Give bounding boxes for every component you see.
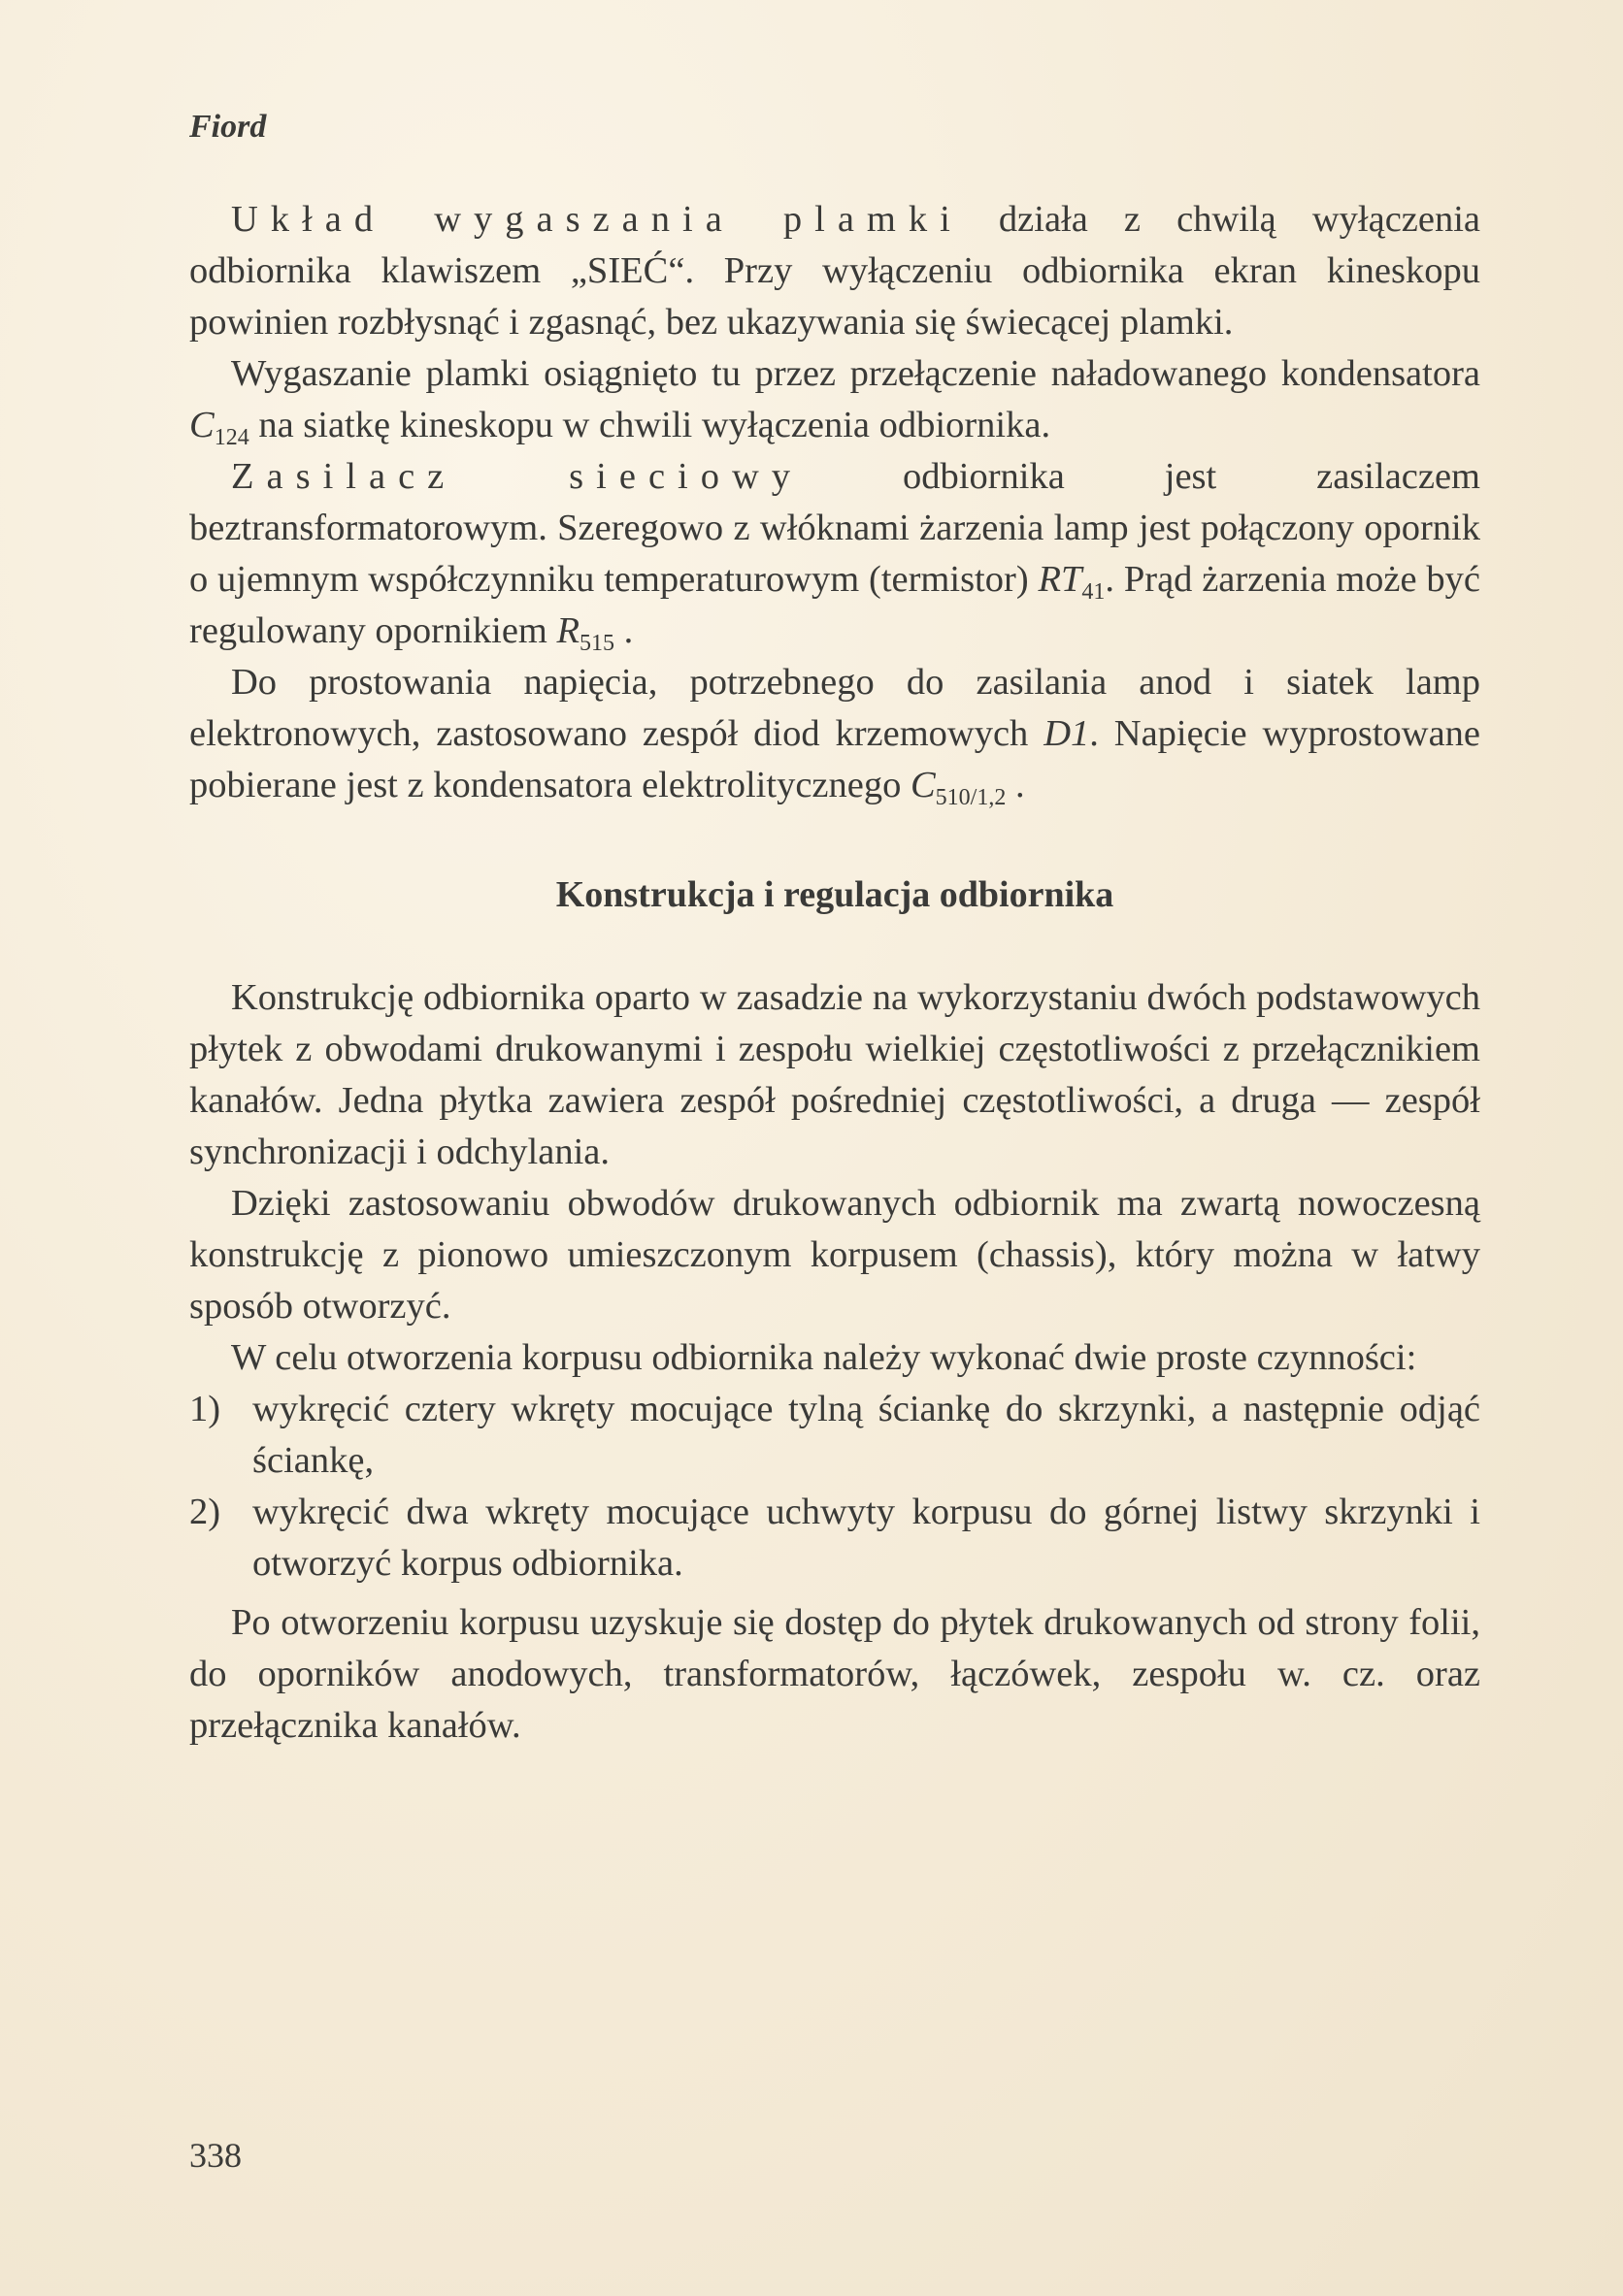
spaced-lead-term: Układ wygaszania plamki — [231, 199, 963, 240]
paragraph-text: na siatkę kineskopu w chwili wyłączenia odbiornika. — [248, 405, 1051, 445]
paragraph-spot-suppression — [189, 194, 1480, 348]
section-heading: Konstrukcja i regulacja odbiornika — [555, 874, 1114, 915]
paragraph-text: . — [1006, 765, 1025, 805]
page-body — [189, 194, 1480, 1752]
component-symbol: RT — [1038, 559, 1082, 600]
paragraph-opening-intro: W celu otworzenia korpusu odbiornika należy wykonać dwie proste czynności: — [231, 1337, 1417, 1378]
paragraph-text: . — [614, 610, 634, 651]
component-symbol: C — [189, 405, 215, 445]
paragraph-power-supply — [189, 451, 1480, 657]
component-subscript: 510/1,2 — [935, 785, 1007, 810]
component-symbol: C — [910, 765, 936, 805]
paragraph-text: . Napięcie wyprostowane pobierane jest z kondensatora elektrolitycznego — [189, 713, 1480, 805]
list-item-text: wykręcić dwa wkręty mocujące uchwyty korpusu do górnej listwy skrzynki i otworzyć korpus odbiornika. — [252, 1492, 1480, 1584]
component-subscript: 124 — [214, 425, 249, 450]
page-number: 338 — [189, 2136, 242, 2175]
paragraph-printed-circuits: Dzięki zastosowaniu obwodów drukowanych odbiornik ma zwartą nowoczesną konstrukcję z pionowo umieszczonym korpusem (chassis), który można w łatwy sposób otworzyć. — [189, 1183, 1480, 1327]
paragraph-capacitor-switch — [189, 348, 1480, 451]
paragraph-text: Wygaszanie plamki osiągnięto tu przez przełączenie naładowanego kondensatora — [231, 353, 1480, 394]
paragraph-text: działa z chwilą wyłączenia odbiornika klawiszem „SIEĆ“. Przy wyłączeniu odbiornika ekran kineskopu powinien rozbłysnąć i zgasnąć, bez ukazywania się świecącej plamki. — [189, 199, 1480, 343]
steps-list — [189, 1384, 1480, 1590]
paragraph-text: odbiornika jest zasilaczem beztransformatorowym. Szeregowo z włóknami żarzenia lamp jest połączony opornik o ujemnym współczynniku temperaturowym (termistor) — [189, 456, 1480, 600]
component-symbol: D1 — [1043, 713, 1090, 754]
paragraph-text: Do prostowania napięcia, potrzebnego do zasilania anod i siatek lamp elektronowych, zastosowano zespół diod krzemowych — [189, 662, 1480, 754]
paragraph-access: Po otworzeniu korpusu uzyskuje się dostęp do płytek drukowanych od strony folii, do oporników anodowych, transformatorów, łączówek, zespołu w. cz. oraz przełącznika kanałów. — [189, 1602, 1480, 1746]
list-item-number: 1) — [189, 1389, 221, 1429]
spaced-lead-term: Zasilacz sieciowy — [231, 456, 804, 497]
list-item — [189, 1487, 1480, 1590]
list-item-text: wykręcić cztery wkręty mocujące tylną ściankę do skrzynki, a następnie odjąć ściankę, — [252, 1389, 1480, 1481]
paragraph-construction: Konstrukcję odbiornika oparto w zasadzie na wykorzystaniu dwóch podstawowych płytek z obwodami drukowanymi i zespołu wielkiej częstotliwości z przełącznikiem kanałów. Jedna płytka zawiera zespół pośredniej częstotliwości, a druga — zespół synchronizacji i odchylania. — [189, 977, 1480, 1172]
paragraph-text: . Prąd żarzenia może być regulowany opornikiem — [189, 559, 1481, 651]
component-subscript: 515 — [580, 631, 615, 656]
component-subscript: 41 — [1081, 579, 1106, 605]
running-header: Fiord — [189, 109, 267, 145]
paragraph-rectifier — [189, 657, 1480, 811]
list-item-number: 2) — [189, 1492, 221, 1532]
component-symbol: R — [556, 610, 580, 651]
list-item — [189, 1384, 1480, 1487]
